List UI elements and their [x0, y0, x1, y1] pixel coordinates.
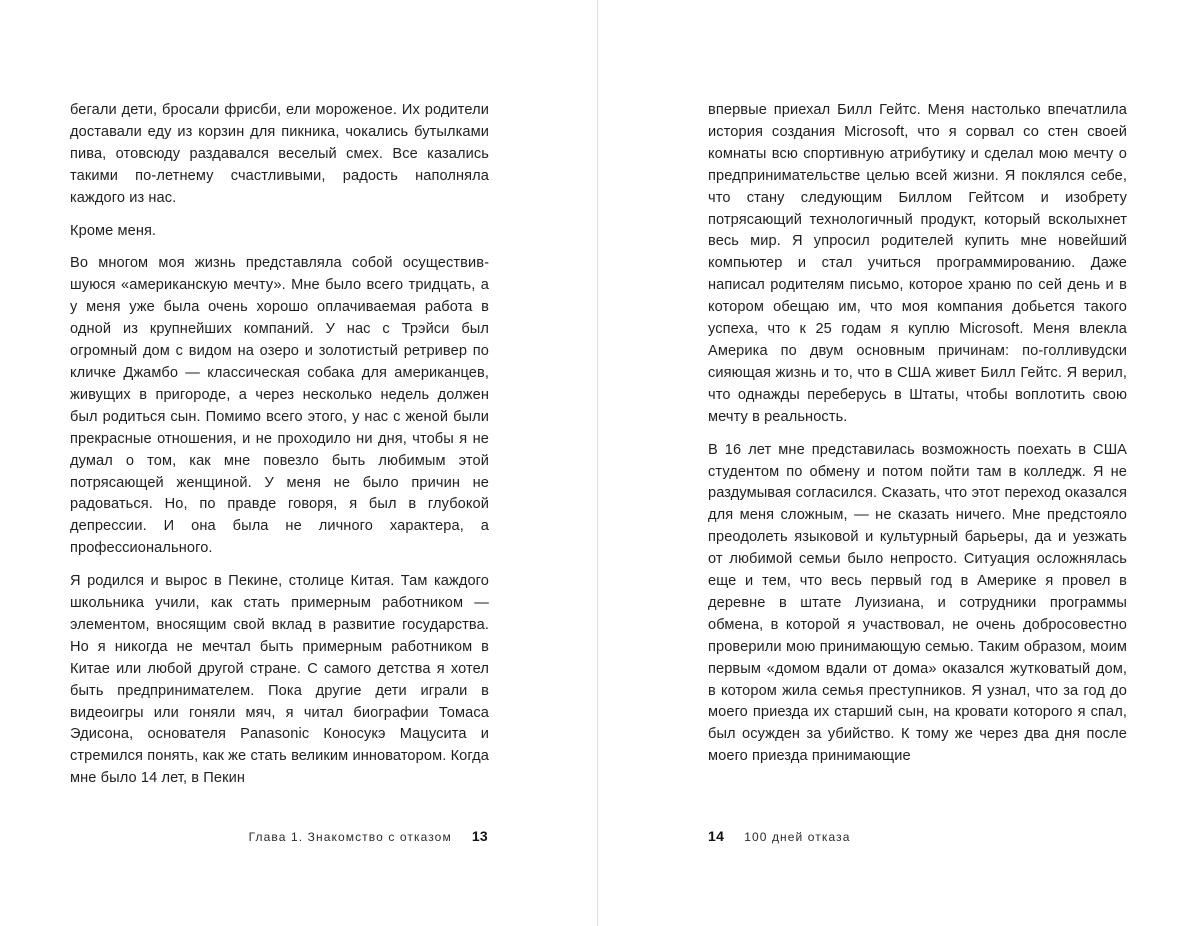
- page-number: 14: [708, 828, 725, 844]
- right-page-footer: [708, 828, 851, 844]
- page-number: 13: [471, 828, 488, 844]
- left-page: [0, 0, 597, 926]
- paragraph: Я родился и вырос в Пекине, столице Китая. Там каждого школьника учили, как стать примерным работником — элементом, вносящим свой вклад в развитие государства. Но я никогда не мечтал быть примерным работником в Китае или любой другой стране. С самого детства я хотел быть предпринимателем. Пока другие дети играли в видеоигры или гоняли мяч, я читал биографии Томаса Эдисона, основателя Panasonic Коносукэ Мацусита и стремился понять, как же стать великим инноватором. Когда мне было 14 лет, в Пекин: [70, 573, 489, 787]
- running-head: 100 дней отказа: [744, 830, 851, 844]
- paragraph: Кроме меня.: [70, 222, 157, 239]
- right-page: [598, 0, 1197, 926]
- paragraph: бегали дети, бросали фрисби, ели мороженое. Их родители доставали еду из корзин для пикника, чокались бутылками пива, отовсюду раздавался веселый смех. Все казались такими по-летнему счастливыми, радость наполняла каждого из нас.: [70, 102, 489, 206]
- paragraph: впервые приехал Билл Гейтс. Меня настолько впечатлила история создания Microsoft, что я сорвал со стен своей комнаты всю спортивную атрибутику и сделал мою мечту о предпринимательстве целью всей жизни. Я поклялся себе, что стану следующим Биллом Гейтсом и изобрету потрясающий технологичный продукт, который всколыхнет весь мир. Я упросил родителей купить мне новейший компьютер и стал учиться программированию. Даже написал родителям письмо, которое храню по сей день и в котором обещаю им, что моя компания добьется такого успеха, что к 25 годам я куплю Microsoft. Меня влекла Америка по двум основным причинам: по-голливудски сияющая жизнь и то, что в США живет Билл Гейтс. Я верил, что однажды переберусь в Штаты, чтобы воплотить свою мечту в реальность.: [708, 102, 1127, 425]
- paragraph: В 16 лет мне представилась возможность поехать в США студентом по обмену и потом пойти там в колледж. Я не раздумывая согласился. Сказать, что этот переход оказался для меня сложным, — не сказать ничего. Мне предстояло преодолеть языковой и культурный барьеры, да и уезжать от любимой семьи было непросто. Ситуация осложнялась еще и тем, что весь первый год в Америке я провел в деревне в штате Луизиана, и сотрудники программы обмена, в которой я участвовал, не очень добросовестно проверили мою принимающую семью. Таким образом, моим первым «домом вдали от дома» оказался жутковатый дом, в котором жила семья преступников. Я узнал, что за год до моего приезда их старший сын, на кровати которого я спал, был осужден за убийство. К тому же через два дня после моего приезда принимающие: [708, 441, 1127, 765]
- right-page-body: [708, 100, 1127, 768]
- left-page-body: [70, 100, 489, 790]
- paragraph: Во многом моя жизнь представляла собой осуществившуюся «американскую мечту». Мне было всего тридцать, а у меня уже была очень хорошо оплачиваемая работа в одной из крупнейших компаний. У нас с Трэйси был огромный дом с видом на озеро и золотистый ретривер по кличке Джамбо — классическая собака для американцев, живущих в пригороде, а через несколько недель должен был родиться сын. Помимо всего этого, у нас с женой были прекрасные отношения, и не проходило ни дня, чтобы я не думал о том, как мне повезло быть любимым этой потрясающей женщиной. У меня не было причин не радоваться. Но, по правде говоря, я был в глубокой депрессии. И она была не личного характера, а профессионального.: [70, 255, 489, 557]
- left-page-footer: [249, 828, 488, 844]
- running-head: Глава 1. Знакомство с отказом: [248, 830, 452, 844]
